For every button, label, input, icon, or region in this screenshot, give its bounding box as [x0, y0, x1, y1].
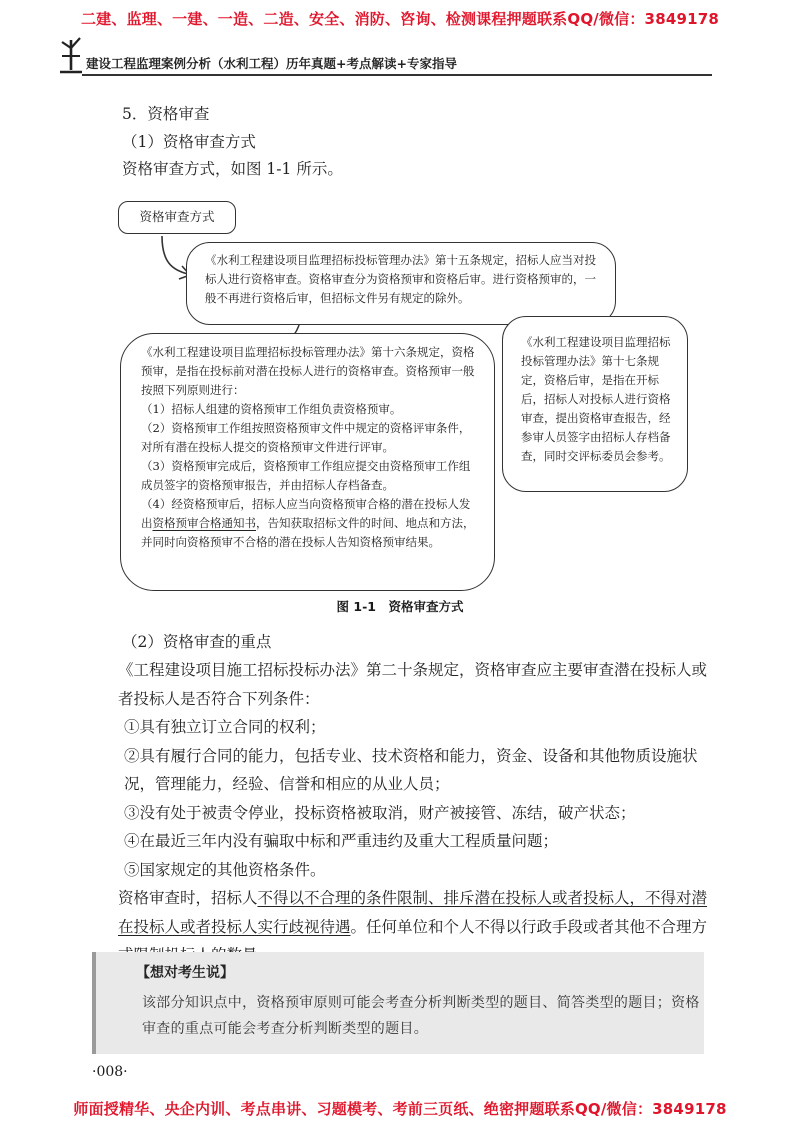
- section-heading: 5．资格审查: [122, 105, 210, 123]
- bubble-article-16-item-4: [141, 495, 476, 552]
- final-before: 资格审查时，招标人: [118, 889, 258, 907]
- top-promo-banner: 二建、监理、一建、一造、二造、安全、消防、咨询、检测课程押题联系QQ/微信：3849178: [80, 10, 720, 28]
- item4-text-before: （4）经资格预审后，招标人应当向资格预审合格的潜在投标人发出: [141, 497, 471, 530]
- intro-text: 资格审查方式，如图 1-1 所示。: [122, 160, 343, 178]
- figure-label-box: 资格审查方式: [118, 201, 236, 234]
- condition-item-1: ①具有独立订立合同的权利；: [124, 718, 326, 736]
- header-title: 建设工程监理案例分析（水利工程）历年真题+考点解读+专家指导: [86, 56, 457, 71]
- final-underlined: 不得以不合理的条件限制、排斥潜在投标人或者投标人，不得对潜在投标人或者投标人实行歧视待遇: [118, 889, 708, 936]
- bubble-article-16-intro: 《水利工程建设项目监理招标投标管理办法》第十六条规定，资格预审，是指在投标前对潜在投标人进行的资格审查。资格预审一般按照下列原则进行：: [141, 345, 475, 397]
- note-title: 【想对考生说】: [136, 965, 234, 981]
- bubble-article-17: [502, 316, 688, 492]
- bubble-article-16-item-1: （1）招标人组建的资格预审工作组负责资格预审。: [141, 402, 402, 416]
- bubble-article-15-text: 《水利工程建设项目监理招标投标管理办法》第十五条规定，招标人应当对投标人进行资格审查。资格审查分为资格预审和资格后审。进行资格预审的，一般不再进行资格后审，但招标文件另有规定的除外。: [205, 253, 596, 305]
- page-number: ·008·: [92, 1064, 128, 1080]
- body-paragraph: 《工程建设项目施工招标投标办法》第二十条规定，资格审查应主要审查潜在投标人或者投标人是否符合下列条件：: [118, 661, 708, 708]
- bubble-article-16: [120, 333, 495, 591]
- bubble-article-17-text: 《水利工程建设项目监理招标投标管理办法》第十七条规定，资格后审，是指在开标后，招标人对投标人进行资格审查，提出资格审查报告，经参审人员签字由招标人存档备查，同时交评标委员会参考。: [521, 335, 671, 463]
- bubble-article-16-item-3: （3）资格预审完成后，资格预审工作组应提交由资格预审工作组成员签字的资格预审报告，并由招标人存档备查。: [141, 459, 471, 492]
- condition-item-3: ③没有处于被责令停业，投标资格被取消，财产被接管、冻结，破产状态；: [124, 803, 636, 822]
- item4-underlined: 资格预审合格通知书: [152, 516, 256, 530]
- main-body: [118, 656, 708, 970]
- figure-caption: 图 1-1 资格审查方式: [336, 599, 464, 614]
- bubble-article-15: [186, 242, 616, 325]
- condition-item-5: ⑤国家规定的其他资格条件。: [124, 860, 326, 879]
- note-box: [92, 952, 704, 1054]
- bubble-article-16-item-2: （2）资格预审工作组按照资格预审文件中规定的资格评审条件，对所有潜在投标人提交的资格预审文件进行评审。: [141, 421, 471, 454]
- subsection-heading-2: （2）资格审查的重点: [122, 633, 272, 651]
- final-after: 。任何单位和个人不得以行政手段或者其他不合理方: [350, 917, 708, 936]
- note-text: 该部分知识点中，资格预审原则可能会考查分析判断类型的题目、简答类型的题目；资格审查的重点可能会考查分析判断类型的题目。: [142, 995, 700, 1037]
- subsection-heading-1: （1）资格审查方式: [122, 133, 256, 151]
- item4-text-after: ，告知获取招标文件的时间、地点和方法，并同时向资格预审不合格的潜在投标人告知资格预审结果。: [141, 516, 475, 549]
- bottom-promo-banner: 师面授精华、央企内训、考点串讲、习题模考、考前三页纸、绝密押题联系QQ/微信：3849178: [73, 1100, 727, 1118]
- condition-item-4: ④在最近三年内没有骗取中标和严重违约及重大工程质量问题；: [124, 832, 559, 850]
- condition-item-2: ②具有履行合同的能力，包括专业、技术资格和能力，资金、设备和其他物质设施状况，管理能力，经验、信誉和相应的从业人员；: [124, 746, 698, 793]
